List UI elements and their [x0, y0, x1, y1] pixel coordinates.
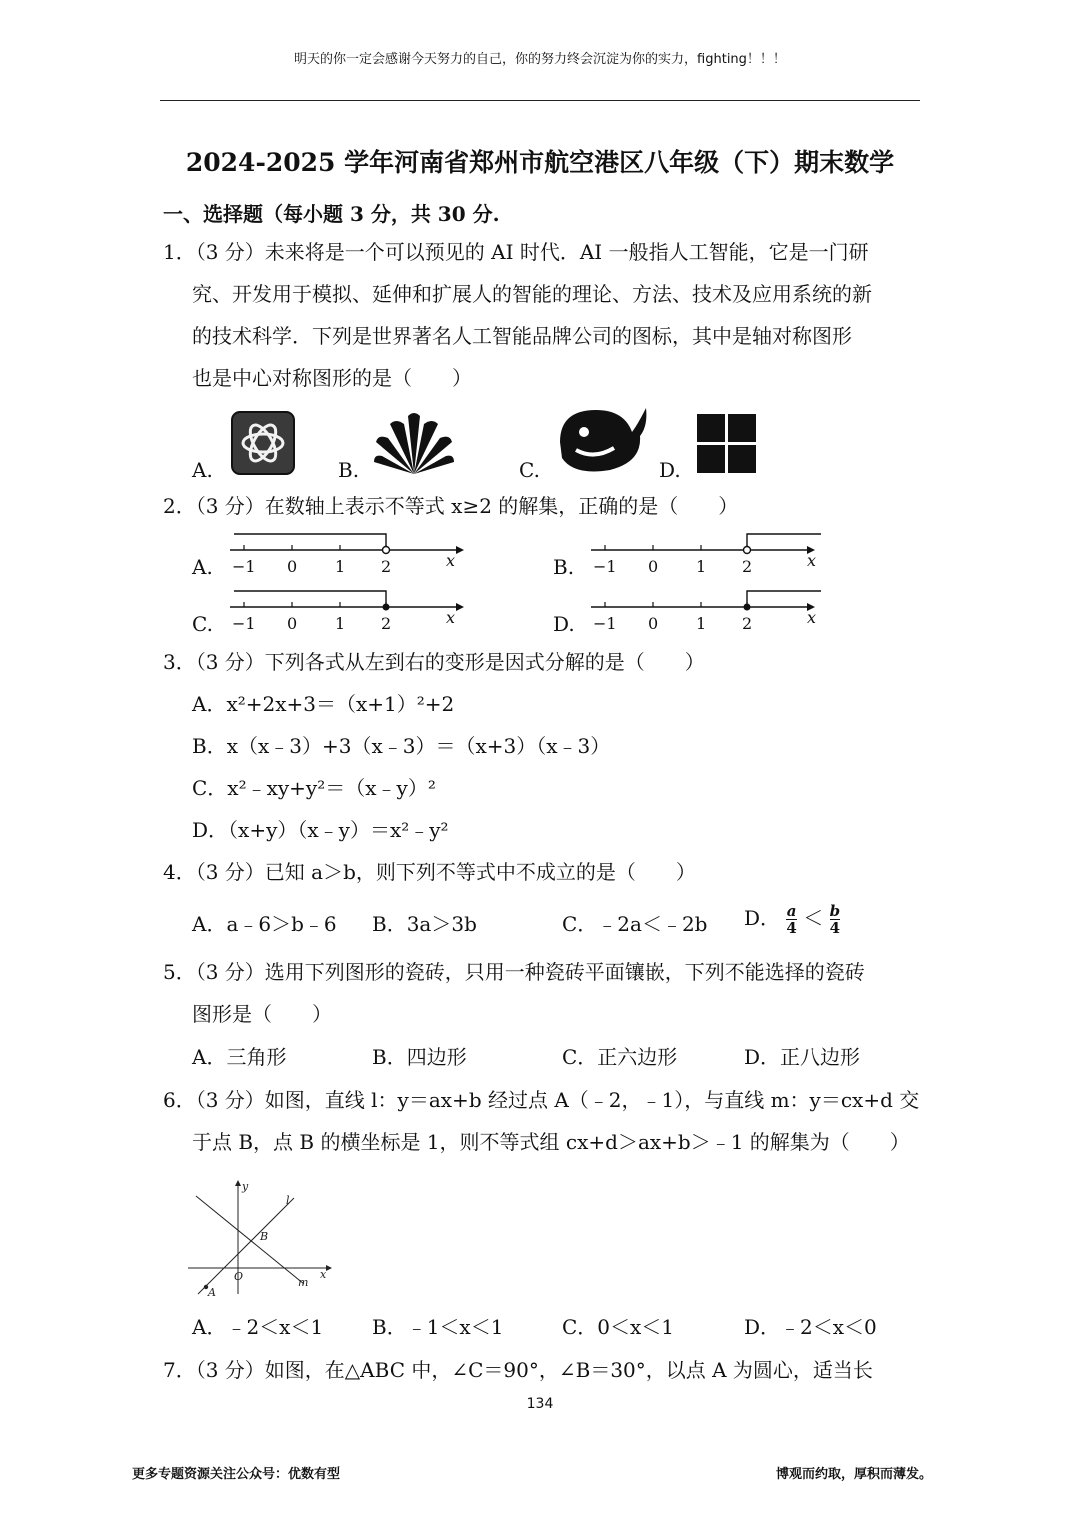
q6-option-a: A．﹣2＜x＜1 [192, 1315, 324, 1339]
graph-label-y: y [242, 1180, 249, 1193]
q1-option-a: A. [192, 458, 213, 482]
whale-logo-icon [554, 402, 650, 476]
q4-option-d-prefix: D． [744, 906, 781, 930]
tick-label: 2 [742, 557, 753, 576]
q5-option-d: D．正八边形 [744, 1045, 861, 1069]
q1-line-2: 究、开发用于模拟、延伸和扩展人的智能的理论、方法、技术及应用系统的新 [192, 282, 872, 306]
tick-label: −1 [593, 614, 617, 633]
axis-variable: x [446, 608, 456, 627]
q2-option-c: C. [192, 612, 213, 636]
header-divider [160, 100, 920, 101]
tick-label: 0 [648, 557, 659, 576]
page-number: 134 [526, 1396, 554, 1412]
graph-label-a: A [208, 1286, 216, 1299]
q4-option-b: B．3a＞3b [372, 912, 477, 936]
petal-fan-logo-icon [372, 410, 456, 476]
q2-option-b: B. [553, 555, 575, 579]
q2-number-line-b [585, 526, 825, 576]
q1-line-1: 1．（3 分）未来将是一个可以预见的 AI 时代．AI 一般指人工智能，它是一门研 [163, 240, 869, 264]
q4-option-a: A．a﹣6＞b﹣6 [192, 912, 337, 936]
q1-option-b: B. [338, 458, 360, 482]
tick-label: 1 [696, 557, 707, 576]
tick-label: 0 [648, 614, 659, 633]
fraction-denominator: 4 [786, 919, 797, 937]
less-than-sign: ＜ [803, 906, 824, 930]
q1-line-4: 也是中心对称图形的是（ ） [192, 366, 472, 390]
q2-stem: 2．（3 分）在数轴上表示不等式 x≥2 的解集，正确的是（ ） [163, 494, 739, 518]
q5-option-c: C．正六边形 [562, 1045, 678, 1069]
graph-label-l: l [286, 1194, 290, 1207]
graph-label-b: B [260, 1230, 269, 1243]
q5-option-b: B．四边形 [372, 1045, 467, 1069]
graph-label-o: O [234, 1270, 244, 1283]
fraction-denominator: 4 [829, 919, 841, 937]
q6-line-1: 6．（3 分）如图，直线 l：y＝ax+b 经过点 A（﹣2，﹣1），与直线 m：y＝cx+d 交 [163, 1088, 920, 1112]
q6-option-d: D．﹣2＜x＜0 [744, 1315, 877, 1339]
q4-stem: 4．（3 分）已知 a＞b，则下列不等式中不成立的是（ ） [163, 860, 696, 884]
fraction-a-over-4 [786, 903, 796, 936]
fraction-b-over-4 [830, 903, 841, 936]
q2-number-line-d [585, 583, 825, 633]
q5-option-a: A．三角形 [192, 1045, 287, 1069]
footer-right: 博观而约取，厚积而薄发。 [776, 1467, 933, 1482]
q3-option-c: C．x²﹣xy+y²＝（x﹣y）² [192, 776, 436, 800]
q7-line-1: 7．（3 分）如图，在△ABC 中，∠C＝90°，∠B＝30°，以点 A 为圆心，适当长 [163, 1358, 873, 1382]
q5-line-2: 图形是（ ） [192, 1002, 332, 1026]
graph-label-m: m [298, 1276, 309, 1289]
tick-label: −1 [593, 557, 617, 576]
page-title: 2024-2025 学年河南省郑州市航空港区八年级（下）期末数学 [185, 148, 895, 177]
axis-variable: x [807, 551, 817, 570]
q2-option-d: D. [553, 612, 575, 636]
q6-option-b: B．﹣1＜x＜1 [372, 1315, 504, 1339]
q2-option-a: A. [192, 555, 213, 579]
tick-label: 2 [381, 614, 392, 633]
q4-option-d [744, 903, 840, 936]
graph-label-x: x [320, 1268, 327, 1281]
q1-option-d: D. [659, 458, 681, 482]
tick-label: 1 [696, 614, 707, 633]
fraction-numerator: b [829, 902, 841, 920]
tick-label: −1 [232, 557, 256, 576]
q3-option-d: D．（x+y）（x﹣y）＝x²﹣y² [192, 818, 449, 842]
fraction-numerator: a [786, 902, 797, 920]
q6-option-c: C．0＜x＜1 [562, 1315, 675, 1339]
q6-coordinate-graph [186, 1176, 336, 1300]
tick-label: 0 [287, 614, 298, 633]
q3-option-a: A．x²+2x+3＝（x+1）²+2 [192, 692, 455, 716]
q4-option-c: C．﹣2a＜﹣2b [562, 912, 708, 936]
q5-line-1: 5．（3 分）选用下列图形的瓷砖，只用一种瓷砖平面镶嵌，下列不能选择的瓷砖 [163, 960, 865, 984]
q2-number-line-c [224, 583, 464, 633]
q2-number-line-a [224, 526, 464, 576]
axis-variable: x [446, 551, 456, 570]
header-motto: 明天的你一定会感谢今天努力的自己，你的努力终会沉淀为你的实力，fighting！！！ [294, 52, 786, 67]
q1-line-3: 的技术科学．下列是世界著名人工智能品牌公司的图标，其中是轴对称图形 [192, 324, 852, 348]
q3-option-b: B．x（x﹣3）+3（x﹣3）＝（x+3）（x﹣3） [192, 734, 611, 758]
q1-option-c: C. [519, 458, 540, 482]
tick-label: 2 [381, 557, 392, 576]
tick-label: 1 [335, 557, 346, 576]
q6-line-2: 于点 B，点 B 的横坐标是 1，则不等式组 cx+d＞ax+b＞﹣1 的解集为（ ） [192, 1130, 910, 1154]
tick-label: 1 [335, 614, 346, 633]
tick-label: −1 [232, 614, 256, 633]
knot-logo-icon [230, 410, 296, 476]
section-heading: 一、选择题（每小题 3 分，共 30 分. [163, 202, 500, 226]
tick-label: 2 [742, 614, 753, 633]
four-squares-logo-icon [697, 414, 757, 474]
axis-variable: x [807, 608, 817, 627]
q3-stem: 3．（3 分）下列各式从左到右的变形是因式分解的是（ ） [163, 650, 705, 674]
footer-left: 更多专题资源关注公众号：优数有型 [132, 1467, 341, 1482]
tick-label: 0 [287, 557, 298, 576]
